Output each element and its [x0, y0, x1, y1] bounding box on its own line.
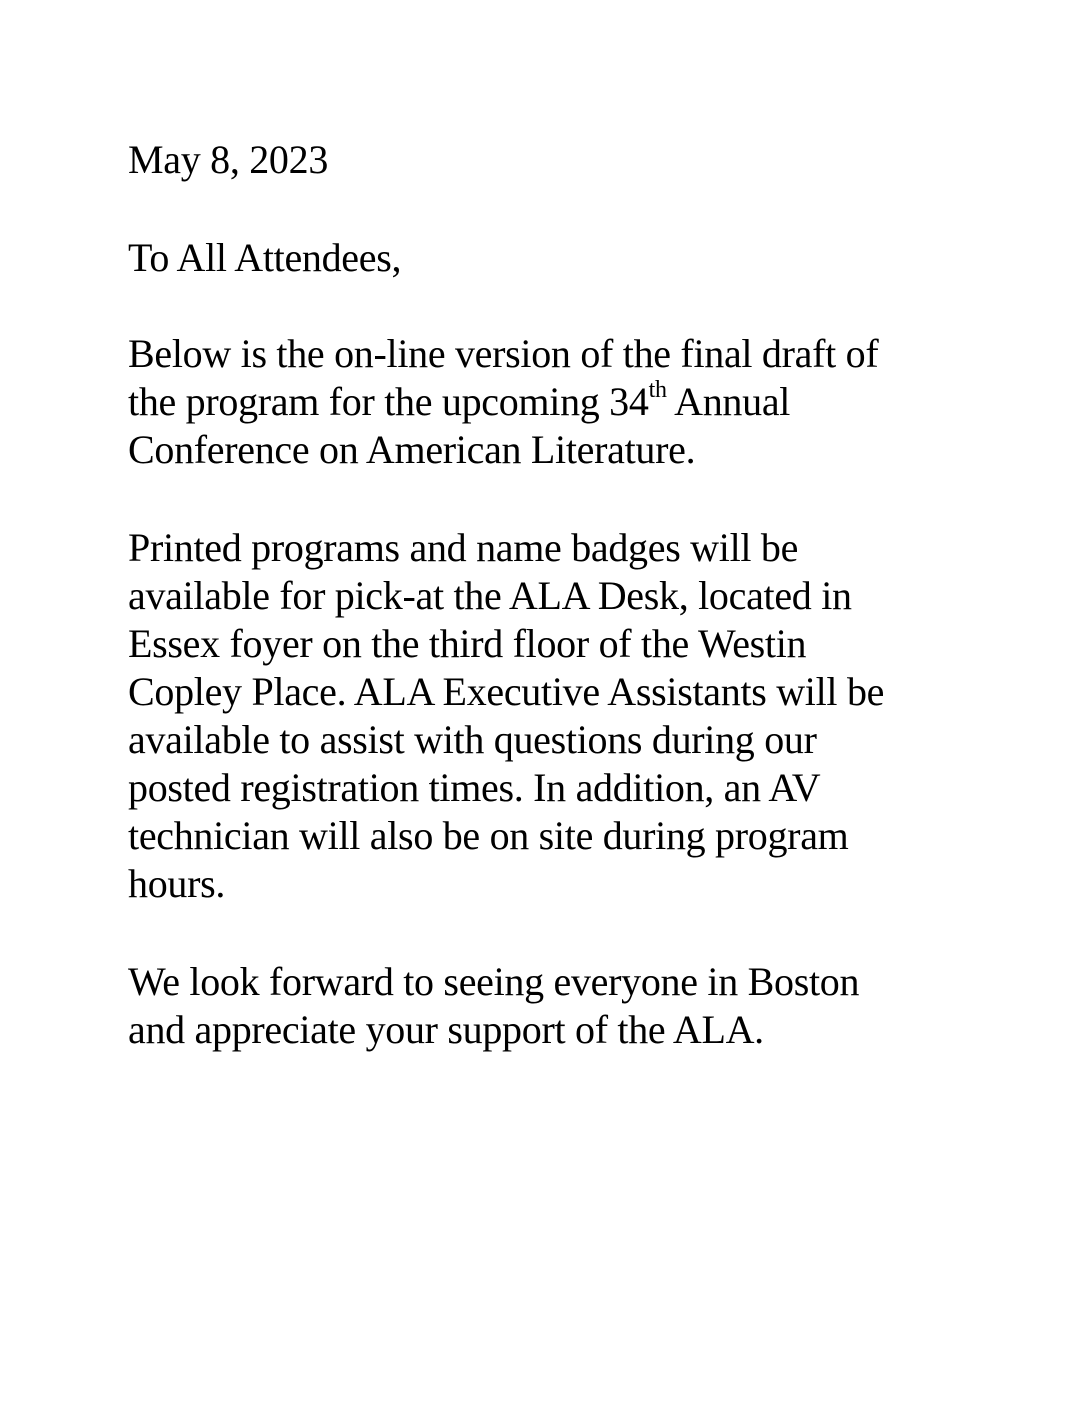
text-segment: the program for the upcoming 34: [128, 379, 649, 424]
letter-date: May 8, 2023: [128, 137, 329, 182]
paragraph-line: posted registration times. In addition, an AV: [128, 765, 821, 810]
letter-salutation: To All Attendees,: [128, 235, 402, 280]
paragraph-line: We look forward to seeing everyone in Boston: [128, 959, 860, 1004]
paragraph-line: Essex foyer on the third floor of the Westin: [128, 621, 807, 666]
paragraph-line: and appreciate your support of the ALA.: [128, 1007, 764, 1052]
paragraph-line: technician will also be on site during program: [128, 813, 849, 858]
text-segment: Annual: [666, 379, 791, 424]
paragraph-line: Printed programs and name badges will be: [128, 525, 799, 570]
paragraph-line: [128, 378, 790, 426]
ordinal-suffix: th: [648, 376, 667, 403]
paragraph-line: hours.: [128, 861, 226, 906]
paragraph-line: available for pick-at the ALA Desk, located in: [128, 573, 852, 618]
paragraph-line: Conference on American Literature.: [128, 427, 696, 472]
paragraph-line: Copley Place. ALA Executive Assistants will be: [128, 669, 885, 714]
paragraph-line: available to assist with questions during our: [128, 717, 817, 762]
paragraph-line: Below is the on-line version of the final draft of: [128, 331, 879, 376]
